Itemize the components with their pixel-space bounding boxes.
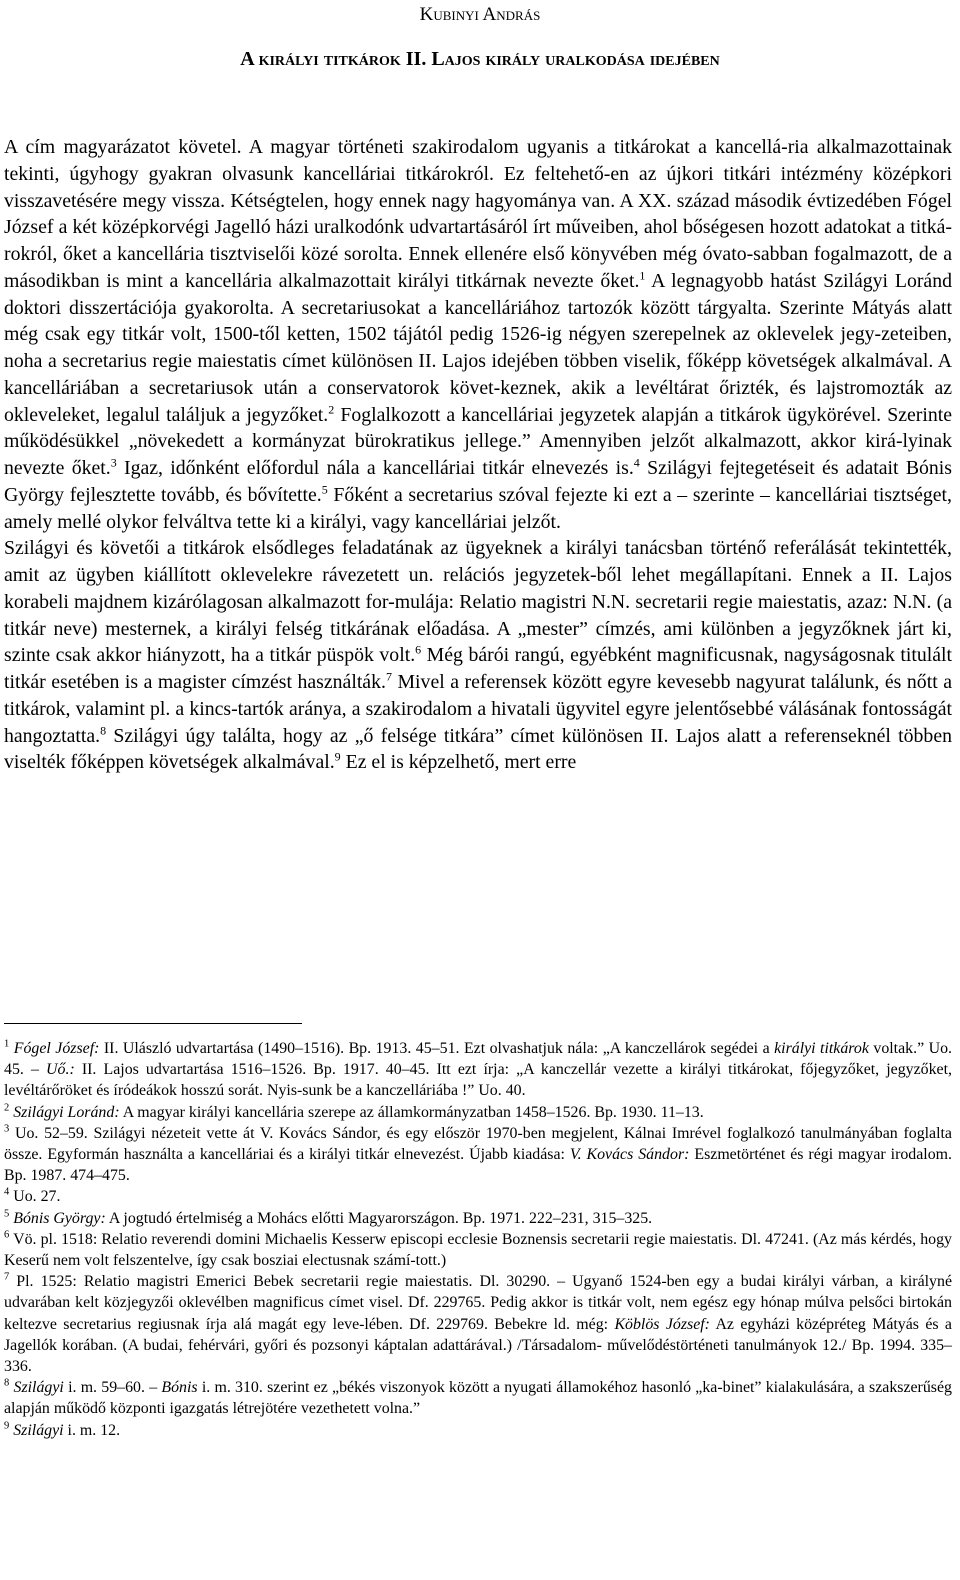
italic-text: Szilágyi xyxy=(13,1421,64,1439)
footnote xyxy=(4,1271,952,1377)
footnotes xyxy=(4,1038,952,1441)
footnote-ref: 4 xyxy=(4,1187,10,1199)
footnote xyxy=(4,1038,952,1102)
text-run: Uo. 52–59. Szilágyi nézeteit vette át V. Kovács Sándor, és egy először 1970-ben megjelent, Kálnai Imrével foglalkozó tanulmányában foglalta össze. Egyformán használta a kancelláriai és a királyi titkár elnevezést. Újabb kiadása: xyxy=(4,1124,952,1164)
text-run: Még bárói rangú, egyébként magnificusnak, nagyságosnak titulált titkár esetében is a magister címzést használták. xyxy=(4,644,952,693)
italic-text: Uő.: xyxy=(46,1061,75,1079)
footnote xyxy=(4,1377,952,1419)
footnote xyxy=(4,1123,952,1187)
italic-text: Bónis György: xyxy=(13,1209,106,1227)
text-run: Szilágyi fejtegetéseit és adatait Bónis György fejlesztette tovább, és bővítette. xyxy=(4,457,952,506)
italic-text: Bónis xyxy=(161,1379,198,1397)
footnote-ref: 8 xyxy=(4,1377,10,1389)
footnote-ref: 6 xyxy=(415,642,422,657)
text-run: Mivel a referensek között egyre kevesebb nagyurat találunk, és nőtt a titkárok, valamint pl. a kincs-tartók aránya, a szakirodalom a hivatali ügyvitel egyre jelentősebbé válásának fontosságát hangoztatta. xyxy=(4,671,952,747)
author-name: Kubinyi András xyxy=(419,4,541,25)
text-run: voltak.” Uo. 45. – xyxy=(4,1040,952,1079)
footnote-ref: 8 xyxy=(100,722,107,737)
text-run: II. Lajos udvartartása 1516–1526. Bp. 1917. 40–45. Itt ezt írja: „A kanczellár vezette a királyi titkárokat, főjegyzőket, jegyzőket, levéltárőröket és íródeákok hosszú sorát. Nyis-sunk be a kanczelláriába !” Uo. 40. xyxy=(4,1061,952,1100)
paper-title: A királyi titkárok II. Lajos király uralkodása idejében xyxy=(240,48,720,70)
text-run: Vö. pl. 1518: Relatio reverendi domini Michaelis Kesserw episcopi ecclesie Boznensis secretarii regie maiestatis. Dl. 47241. (Az más kérdés, hogy Keserű nem volt felszentelve, így csak bosziai electusnak számí-tott.) xyxy=(4,1230,952,1270)
text-run: A cím magyarázatot követel. A magyar történeti szakirodalom ugyanis a titkárokat a kancellá-ria alkalmazottainak tekinti, úgyhogy gyakran olvasunk kancelláriai titkárokról. Ez feltehető-en az újkori titkári intézmény középkori visszavetésére megy vissza. Kétségtelen, hogy ennek nagy hagyománya van. A XX. század második évtizedében Fógel József a két középkorvégi Jagelló házi uralkodónk udvartartásáról írt műveiben, ahol bőségesen hozott adatokat a titká-rokról, őket a kancellária tisztviselői közé sorolta. Ennek ellenére első könyvében még óvato-sabban fogalmazott, de a másodikban is mint a kancellária alkalmazottait királyi titkárnak nevezte őket. xyxy=(4,136,952,292)
paragraph xyxy=(4,134,952,535)
footnote-ref: 1 xyxy=(639,268,646,283)
text-run: Szilágyi úgy találta, hogy az „ő felsége titkára” címet különösen II. Lajos alatt a referenseknél többen viselték főképpen követségek alkalmával. xyxy=(4,724,952,774)
footnote-ref: 5 xyxy=(321,482,328,497)
text-run: Ez el is képzelhető, mert erre xyxy=(340,751,577,774)
text-run: A magyar királyi kancellária szerepe az államkormányzatban 1458–1526. Bp. 1930. 11–13. xyxy=(119,1103,704,1121)
paragraph xyxy=(4,535,952,776)
footnote-ref: 4 xyxy=(633,455,640,470)
italic-text: Szilágyi Loránd: xyxy=(13,1103,120,1121)
text-run: Uo. 27. xyxy=(9,1188,61,1206)
text-run: i. m. 310. szerint ez „békés viszonyok között a nyugati államokéhoz hasonló „ka-binet” kialakulására, a szakszerűség alapján működő központi igazgatás létrejötére vezethetett volna.” xyxy=(4,1379,952,1418)
footnote-ref: 5 xyxy=(4,1208,10,1220)
footnote-separator xyxy=(4,1023,302,1024)
body-text xyxy=(4,134,952,776)
footnote-ref: 3 xyxy=(4,1123,10,1135)
text-run: Szilágyi és követői a titkárok elsődleges feladatának az ügyeknek a királyi tanácsban történő referálását tekintették, amit az ügyben kiállított oklevelekre rávezetett un. relációs jegyzetek-ből lehet megállapítani. Ennek a II. Lajos korabeli majdnem kizárólagosan alkalmazott for-mulája: Relatio magistri N.N. secretarii regie maiestatis, azaz: N.N. (a titkár neve) mesternek, a királyi felség titkárának előadása. A „mester” címzés, ami különben a jegyzőknek járt ki, szinte csak akkor hiányzott, ha a titkár püspök volt. xyxy=(4,537,952,667)
footnote xyxy=(4,1420,952,1441)
italic-text: V. Kovács Sándor: xyxy=(569,1146,690,1164)
italic-text: Szilágyi xyxy=(13,1379,64,1397)
footnote xyxy=(4,1208,952,1229)
italic-text: Fógel József: xyxy=(13,1040,100,1057)
text-run: Az egyházi középréteg Mátyás és a Jagellók korában. (A budai, fehérvári, győri és pozsonyi káptalan adattárával.) /Társadalom- művelődéstörténeti tanulmányok 12./ Bp. 1994. 335–336. xyxy=(4,1315,952,1376)
footnote-ref: 7 xyxy=(385,669,392,684)
footnote-ref: 2 xyxy=(4,1102,10,1114)
footnote-ref: 7 xyxy=(4,1271,10,1283)
footnote xyxy=(4,1186,952,1207)
italic-text: királyi titkárok xyxy=(774,1040,869,1057)
text-run: i. m. 59–60. – xyxy=(63,1379,162,1397)
text-run: A jogtudó értelmiség a Mohács előtti Magyarországon. Bp. 1971. 222–231, 315–325. xyxy=(105,1209,653,1227)
text-run: Pl. 1525: Relatio magistri Emerici Bebek secretarii regie maiestatis. Dl. 30290. – Ugyanő 1524-ben egy a budai királyi várban, a királyné udvarában kelt közjegyzői oklevélben magnificus címet visel. Df. 229765. Pedig akkor is titkár volt, nem egész egy hónap múlva pelsőci birtokán keltezve secretarius regiusnak írja alá magát egy leve-lében. Df. 229769. Bebekre ld. még: xyxy=(4,1273,952,1333)
footnote-ref: 9 xyxy=(4,1420,10,1432)
italic-text: Köblös József: xyxy=(614,1315,710,1333)
footnote-ref: 3 xyxy=(110,455,117,470)
text-run: Foglalkozott a kancelláriai jegyzetek alapján a titkárok ügykörével. Szerinte működésükkel „növekedett a kormányzat bürokratikus jellege.” Amennyiben jelzőt alkalmazott, akkor kirá-lyinak nevezte őket. xyxy=(4,403,953,479)
footnote xyxy=(4,1102,952,1123)
text-run: Eszmetörténet és régi magyar irodalom. Bp. 1987. 474–475. xyxy=(4,1146,952,1185)
text-run: i. m. 12. xyxy=(63,1421,121,1439)
text-run: A legnagyobb hatást Szilágyi Loránd doktori disszertációja gyakorolta. A secretariusokat a kancelláriához tartozók között tárgyalta. Szerinte Mátyás alatt még csak egy titkár volt, 1500-től ketten, 1502 tájától pedig 1526-ig négyen szerepelnek az oklevelek jegy-zeteiben, noha a secretarius regie maiestatis címet különösen II. Lajos idejében többen viselik, főképp követségek alkalmával. A kancelláriában a secretariusok után a conservatorok követ-keznek, akik a levéltárat őrizték, és lajstromozták az okleveleket, legalul találjuk a jegyzőket. xyxy=(4,269,952,426)
footnote-ref: 2 xyxy=(328,401,335,416)
footnote-ref: 9 xyxy=(334,749,341,764)
text-run: Igaz, időnként előfordul nála a kancelláriai titkár elnevezés is. xyxy=(116,457,634,479)
footnote-ref: 6 xyxy=(4,1229,10,1241)
text-run: II. Ulászló udvartartása (1490–1516). Bp. 1913. 45–51. Ezt olvashatjuk nála: „A kanczellárok segédei a xyxy=(99,1040,775,1057)
footnote xyxy=(4,1229,952,1271)
footnote-ref: 1 xyxy=(4,1038,10,1050)
text-run: Főként a secretarius szóval fejezte ki ezt a – szerinte – kancelláriai tisztséget, amely mellé olykor felváltva tette ki a királyi, vagy kancelláriai jelzőt. xyxy=(4,483,952,533)
